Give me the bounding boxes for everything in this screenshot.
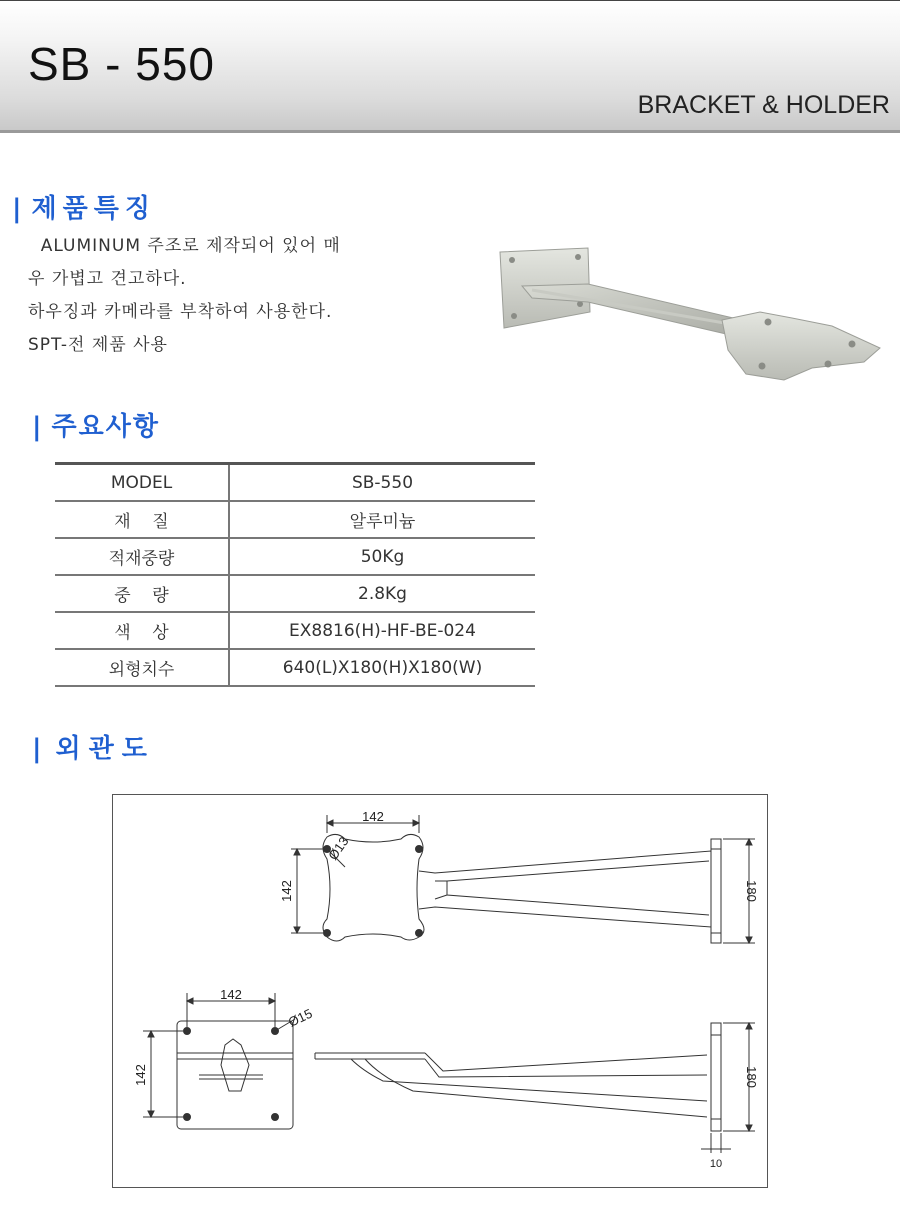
spec-label: 색 상 [55,612,229,649]
spec-label: 적재중량 [55,538,229,575]
dim-bottom-hole: Ø15 [285,1005,315,1030]
spec-value: EX8816(H)-HF-BE-024 [229,612,535,649]
features-description [28,230,398,362]
table-row [55,464,535,502]
heading-bar-icon: | [32,734,42,764]
spec-label: MODEL [55,464,229,502]
drawing-heading [32,728,155,765]
dim-top-flange: 180 [744,880,759,902]
spec-value: 2.8Kg [229,575,535,612]
drawing-title: 외관도 [55,734,155,764]
spec-value: 50Kg [229,538,535,575]
dim-bottom-height: 142 [133,1064,148,1086]
table-row [55,501,535,538]
feature-line: 우 가볍고 견고하다. [28,269,187,289]
product-photo [492,240,884,390]
dim-bottom-thickness: 10 [709,1158,723,1170]
dim-top-hole: Ø13 [325,833,352,863]
feature-line: ALUMINUM 주조로 제작되어 있어 매 [28,236,341,256]
specs-title: 주요사항 [51,412,160,442]
header-banner [0,0,900,133]
spec-table [55,462,535,687]
spec-value: 알루미늄 [229,501,535,538]
heading-bar-icon: | [12,194,22,224]
product-category: BRACKET & HOLDER [637,91,890,119]
specs-heading [32,406,160,443]
technical-drawing [112,794,768,1188]
front-view [143,993,295,1129]
table-row [55,649,535,686]
dim-bottom-flange: 180 [744,1066,759,1088]
table-row [55,612,535,649]
spec-label: 중 량 [55,575,229,612]
feature-line: 하우징과 카메라를 부착하여 사용한다. [28,302,333,322]
dim-top-width: 142 [362,809,384,824]
dim-top-height: 142 [279,880,294,902]
drawing-svg [113,795,769,1189]
spec-value: 640(L)X180(H)X180(W) [229,649,535,686]
side-view [315,1023,755,1153]
dim-bottom-width: 142 [220,987,242,1002]
table-row [55,575,535,612]
model-title: SB - 550 [28,38,215,90]
table-row [55,538,535,575]
features-title: 제품특징 [31,194,156,224]
feature-line: SPT-전 제품 사용 [28,335,168,355]
top-view [291,815,755,943]
spec-label: 재 질 [55,501,229,538]
spec-value: SB-550 [229,464,535,502]
spec-label: 외형치수 [55,649,229,686]
features-heading [12,188,156,225]
heading-bar-icon: | [32,412,42,442]
